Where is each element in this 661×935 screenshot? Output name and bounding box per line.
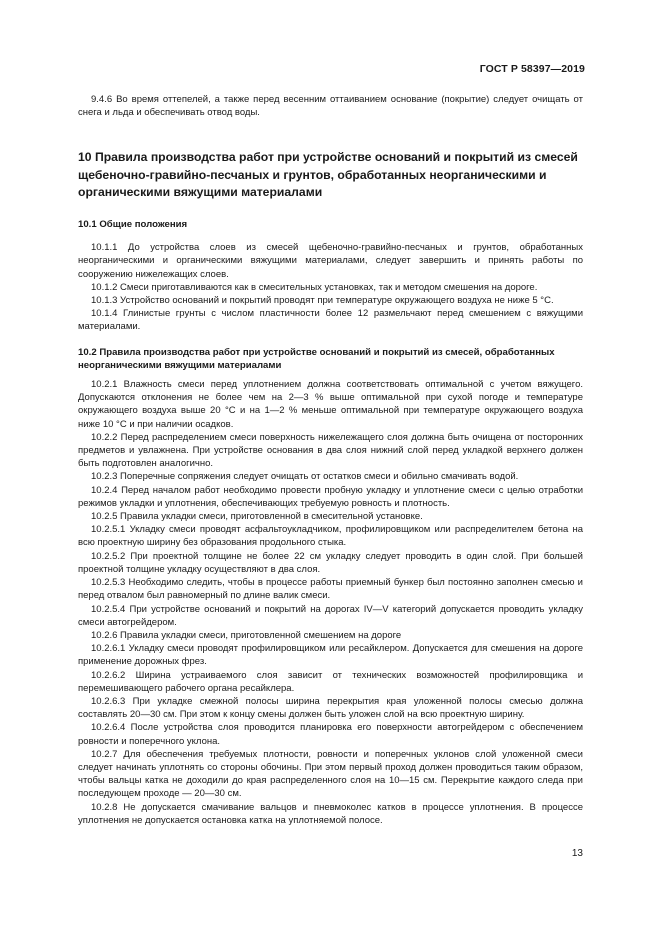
paragraph-10-2-1: 10.2.1 Влажность смеси перед уплотнением должна соответствовать оптимальной с учетом вяжущего. Допускаются отклонения не более чем на 2—3 % выше оптимальной при сухой погоде и температуре окружающего воздуха выше 20 °С и на 1—2 % меньше оптимальной при температуре окружающего воздуха ниже 10 °С и при наличии осадков. xyxy=(78,379,583,430)
paragraph-10-1-3: 10.1.3 Устройство оснований и покрытий проводят при температуре окружающего воздуха не ниже 5 °С. xyxy=(91,295,554,307)
paragraph-10-2-3: 10.2.3 Поперечные сопряжения следует очищать от остатков смеси и обильно смачивать водой. xyxy=(91,471,519,483)
subsection-10-2-title: 10.2 Правила производства работ при устройстве оснований и покрытий из смесей, обработанных неорганическими вяжущими материалами xyxy=(78,346,555,371)
section-10-title: 10 Правила производства работ при устройстве оснований и покрытий из смесей щебеночно-гравийно-песчаных и грунтов, обработанных неорганическими и органическими вяжущими материалами xyxy=(78,150,578,199)
paragraph-10-2-6-2: 10.2.6.2 Ширина устраиваемого слоя зависит от технических возможностей профилировщика и перемешивающего рабочего органа ресайклера. xyxy=(78,669,583,694)
paragraph-9-4-6: 9.4.6 Во время оттепелей, а также перед весенним оттаиванием основание (покрытие) следует очищать от снега и льда и обеспечивать отвод воды. xyxy=(78,94,583,119)
subsection-10-1-title: 10.1 Общие положения xyxy=(78,219,188,231)
paragraph-10-2-7: 10.2.7 Для обеспечения требуемых плотности, ровности и поперечных уклонов слой уложенной смеси следует начинать уплотнять со стороны обочины. При этом первый проход должен проводиться таким образом, чтобы вальцы катка не доходили до края распределенного слоя на 10—15 см. Перекрытие каждого следа при последующем проходе — 20—30 см. xyxy=(78,748,583,800)
paragraph-10-2-5-2: 10.2.5.2 При проектной толщине не более 22 см укладку следует проводить в один слой. При большей проектной толщине укладку осуществляют в два слоя. xyxy=(78,550,583,575)
paragraph-10-2-2: 10.2.2 Перед распределением смеси поверхность нижележащего слоя должна быть очищена от посторонних предметов и увлажнена. При устройстве основания в два слоя нижний слой перед укладкой верхнего должен быть подготовлен аналогично. xyxy=(78,431,583,470)
paragraph-10-1-2: 10.1.2 Смеси приготавливаются как в смесительных установках, так и методом смешения на дороге. xyxy=(91,281,538,293)
page-number: 13 xyxy=(571,848,583,859)
paragraph-10-2-6-1: 10.2.6.1 Укладку смеси проводят профилировщиком или ресайклером. Допускается для смешения на дороге применение дорожных фрез. xyxy=(78,643,583,668)
paragraph-10-2-6: 10.2.6 Правила укладки смеси, приготовленной смешением на дороге xyxy=(91,629,402,641)
page-content xyxy=(78,93,583,827)
paragraph-10-2-6-3: 10.2.6.3 При укладке смежной полосы ширина перекрытия края уложенной полосы смесью должна составлять 20—30 см. При этом к концу смены должен быть уложен слой на всю проектную ширину. xyxy=(78,695,583,721)
paragraph-10-2-5: 10.2.5 Правила укладки смеси, приготовленной в смесительной установке. xyxy=(91,511,423,523)
paragraph-10-2-5-4: 10.2.5.4 При устройстве оснований и покрытий на дорогах IV—V категорий допускается проводить укладку смеси автогрейдером. xyxy=(78,603,583,628)
paragraph-10-2-4: 10.2.4 Перед началом работ необходимо провести пробную укладку и уплотнение смеси с целью отработки режимов укладки и уплотнения, обеспечивающих требуемую ровность и плотность. xyxy=(78,484,583,509)
standard-code-header: ГОСТ Р 58397—2019 xyxy=(479,63,585,75)
paragraph-10-2-5-1: 10.2.5.1 Укладку смеси проводят асфальтоукладчиком, профилировщиком или распределителем бетона на всю проектную ширину без образования продольного стыка. xyxy=(78,524,583,549)
paragraph-10-1-1: 10.1.1 До устройства слоев из смесей щебеночно-гравийно-песчаных и грунтов, обработанных неорганическими и органическими вяжущими материалами, следует завершить и принять работы по сооружению нижележащих слоев. xyxy=(78,242,583,280)
paragraph-10-2-5-3: 10.2.5.3 Необходимо следить, чтобы в процессе работы приемный бункер был постоянно заполнен смесью и перед отвалом был равномерный по длине валик смеси. xyxy=(78,577,583,602)
paragraph-10-1-4: 10.1.4 Глинистые грунты с числом пластичности более 12 размельчают перед смешением с вяжущими материалами. xyxy=(78,308,583,333)
paragraph-10-2-8: 10.2.8 Не допускается смачивание вальцов и пневмоколес катков в процессе уплотнения. В процессе уплотнения не допускается остановка катка на уплотняемой полосе. xyxy=(78,801,583,826)
paragraph-10-2-6-4: 10.2.6.4 После устройства слоя проводится планировка его поверхности автогрейдером с обеспечением ровности и поперечного уклона. xyxy=(78,722,583,747)
